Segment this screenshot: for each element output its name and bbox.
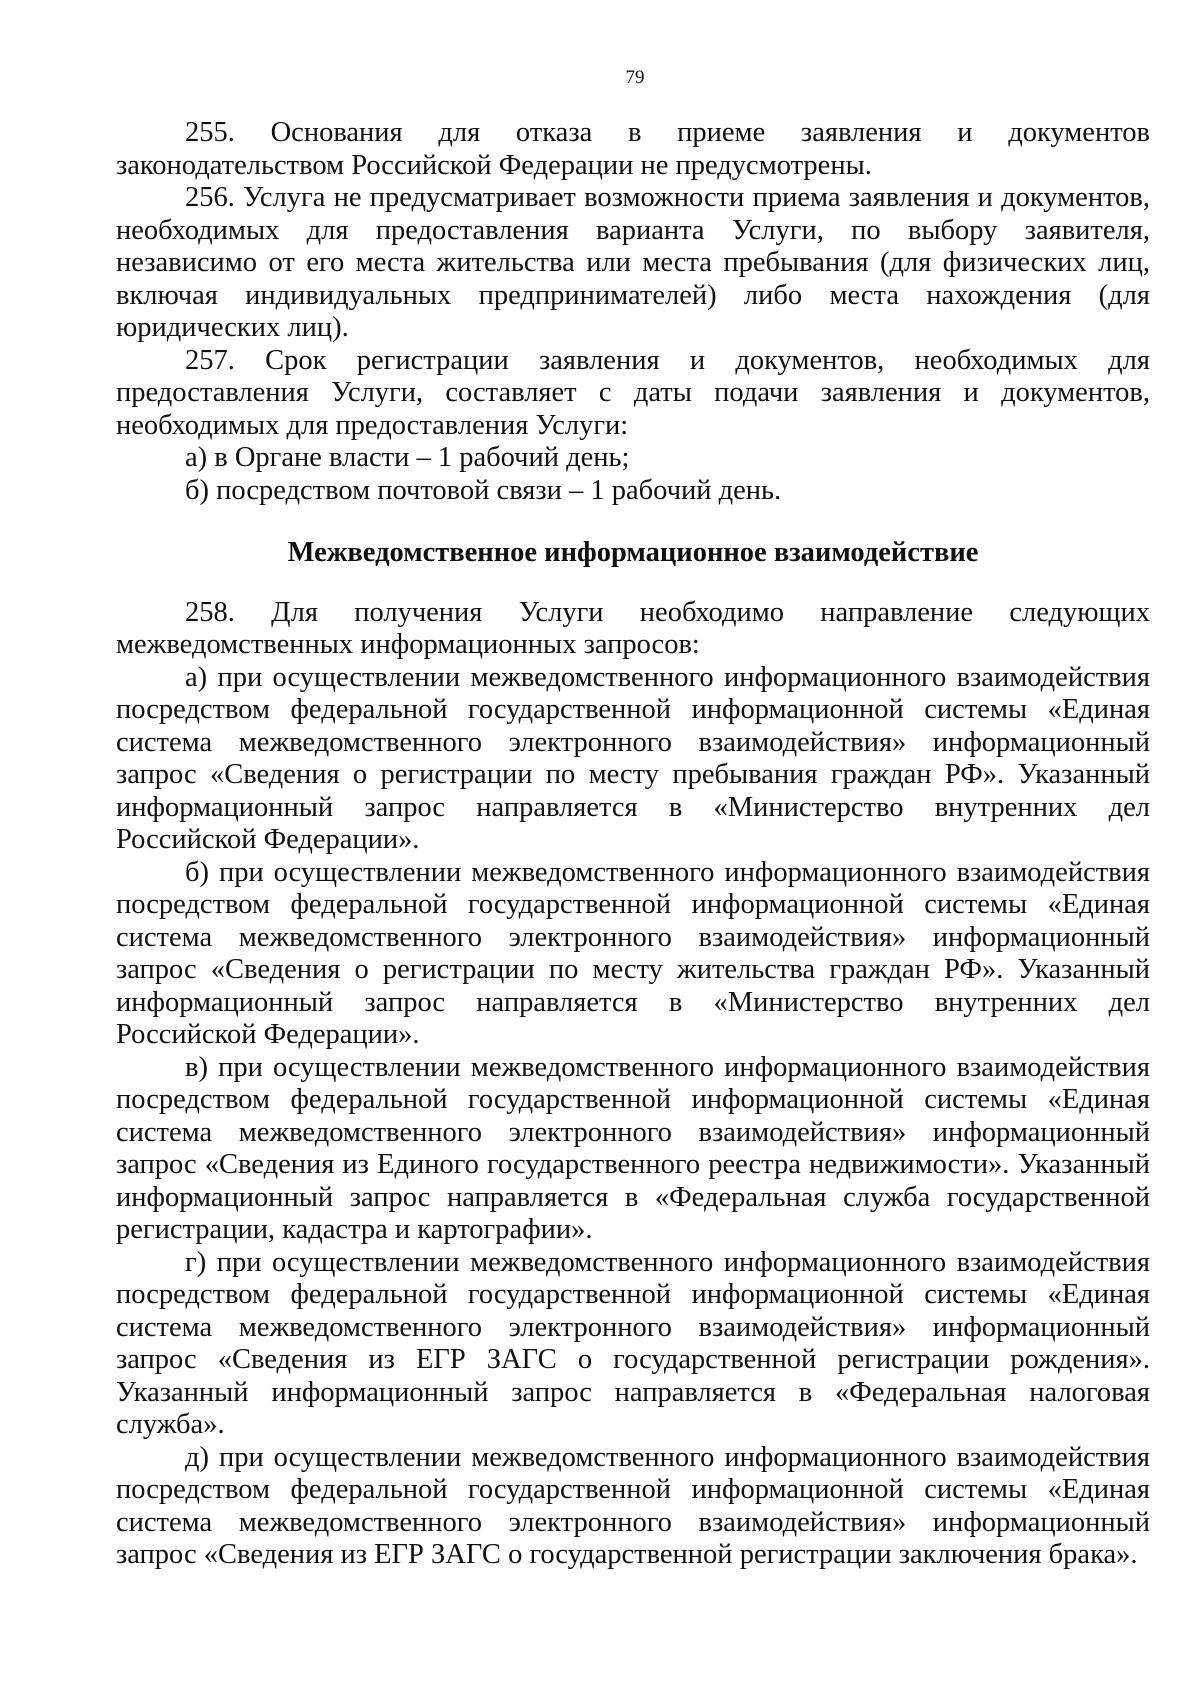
paragraph-255: 255. Основания для отказа в приеме заявления и документов законодательством Российской Федерации не предусмотрены. — [116, 117, 1150, 181]
paragraph-258-item-d: д) при осуществлении межведомственного информационного взаимодействия посредством федеральной государственной информационной системы «Единая система межведомственного электронного взаимодействия» информационный запрос «Сведения из ЕГР ЗАГС о государственной регистрации заключения брака». — [116, 1441, 1150, 1570]
paragraph-258: 258. Для получения Услуги необходимо направление следующих межведомственных информационных запросов: — [116, 596, 1150, 660]
paragraph-258-item-g: г) при осуществлении межведомственного информационного взаимодействия посредством федеральной государственной информационной системы «Единая система межведомственного электронного взаимодействия» информационный запрос «Сведения из ЕГР ЗАГС о государственной регистрации рождения». Указанный информационный запрос направляется в «Федеральная налоговая служба». — [116, 1246, 1150, 1440]
section-heading: Межведомственное информационное взаимодействие — [287, 537, 979, 568]
paragraph-257-item-a: а) в Органе власти – 1 рабочий день; — [185, 442, 630, 473]
page-number: 79 — [625, 67, 645, 88]
paragraph-257-item-b: б) посредством почтовой связи – 1 рабочий день. — [185, 474, 782, 506]
paragraph-256: 256. Услуга не предусматривает возможности приема заявления и документов, необходимых для предоставления варианта Услуги, по выбору заявителя, независимо от его места жительства или места пребывания (для физических лиц, включая индивидуальных предпринимателей) либо места нахождения (для юридических лиц). — [116, 182, 1150, 343]
paragraph-258-item-v: в) при осуществлении межведомственного информационного взаимодействия посредством федеральной государственной информационной системы «Единая система межведомственного электронного взаимодействия» информационный запрос «Сведения из Единого государственного реестра недвижимости». Указанный информационный запрос направляется в «Федеральная служба государственной регистрации, кадастра и картографии». — [116, 1051, 1150, 1245]
paragraph-258-item-a: а) при осуществлении межведомственного информационного взаимодействия посредством федеральной государственной информационной системы «Единая система межведомственного электронного взаимодействия» информационный запрос «Сведения о регистрации по месту пребывания граждан РФ». Указанный информационный запрос направляется в «Министерство внутренних дел Российской Федерации». — [116, 661, 1150, 855]
document-body — [116, 117, 1150, 1572]
paragraph-257: 257. Срок регистрации заявления и документов, необходимых для предоставления Услуги, составляет с даты подачи заявления и документов, необходимых для предоставления Услуги: — [116, 344, 1150, 441]
paragraph-258-item-b: б) при осуществлении межведомственного информационного взаимодействия посредством федеральной государственной информационной системы «Единая система межведомственного электронного взаимодействия» информационный запрос «Сведения о регистрации по месту жительства граждан РФ». Указанный информационный запрос направляется в «Министерство внутренних дел Российской Федерации». — [116, 856, 1150, 1050]
